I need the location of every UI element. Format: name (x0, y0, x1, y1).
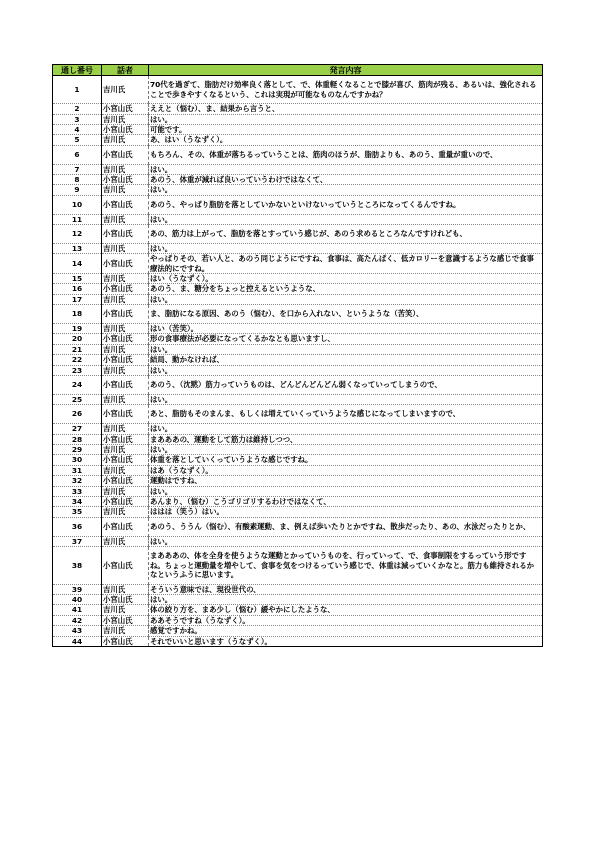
row-number: 27 (53, 424, 102, 434)
table-row (53, 434, 543, 444)
table-row (53, 175, 543, 185)
row-speaker: 吉川氏 (102, 135, 149, 145)
table-row (53, 334, 543, 344)
row-content: あのう、ううん（悩む）、有酸素運動、ま、例えば歩いたりとかですね、散歩だったり、あの、水泳だったりとか、 (149, 517, 543, 536)
row-content: 運動はですね、 (149, 476, 543, 486)
row-speaker: 吉川氏 (102, 486, 149, 496)
table-row (53, 626, 543, 636)
row-speaker: 吉川氏 (102, 185, 149, 195)
row-number: 16 (53, 284, 102, 294)
transcript-table (52, 64, 543, 647)
row-content: ああそうですね（うなずく）。 (149, 615, 543, 625)
row-speaker: 吉川氏 (102, 444, 149, 454)
row-number: 42 (53, 615, 102, 625)
row-content: 結局、動かなければ、 (149, 355, 543, 365)
row-speaker: 吉川氏 (102, 164, 149, 174)
row-number: 3 (53, 114, 102, 124)
row-speaker: 小宮山氏 (102, 104, 149, 114)
table-row (53, 455, 543, 465)
table-row (53, 164, 543, 174)
table-row (53, 104, 543, 114)
row-speaker: 吉川氏 (102, 214, 149, 224)
row-number: 33 (53, 486, 102, 496)
row-speaker: 吉川氏 (102, 424, 149, 434)
row-speaker: 吉川氏 (102, 114, 149, 124)
table-row (53, 125, 543, 135)
row-speaker: 小宮山氏 (102, 455, 149, 465)
row-speaker: 吉川氏 (102, 76, 149, 104)
row-number: 32 (53, 476, 102, 486)
table-row (53, 76, 543, 104)
row-content: はい。 (149, 536, 543, 546)
row-speaker: 吉川氏 (102, 584, 149, 594)
table-row (53, 114, 543, 124)
row-number: 43 (53, 626, 102, 636)
row-content: はい。 (149, 294, 543, 304)
row-speaker: 小宮山氏 (102, 476, 149, 486)
table-row (53, 254, 543, 274)
row-number: 24 (53, 376, 102, 395)
row-content: 70代を過ぎて、脂肪だけ効率良く落として、で、体重軽くなることで膝が喜び、筋肉が残る、あるいは、強化されることで歩きやすくなるという、これは実現が可能なものなんですかね？ (149, 76, 543, 104)
row-number: 19 (53, 324, 102, 334)
table-row (53, 243, 543, 253)
table-row (53, 274, 543, 284)
table-row (53, 225, 543, 244)
row-speaker: 吉川氏 (102, 243, 149, 253)
row-number: 30 (53, 455, 102, 465)
row-speaker: 吉川氏 (102, 465, 149, 475)
row-content: はあ（うなずく）。 (149, 465, 543, 475)
table-row (53, 394, 543, 404)
row-number: 10 (53, 195, 102, 214)
row-speaker: 小宮山氏 (102, 125, 149, 135)
table-row (53, 546, 543, 584)
row-speaker: 吉川氏 (102, 294, 149, 304)
row-content: もちろん、その、体重が落ちるっていうことは、筋肉のほうが、脂肪よりも、あのう、重量が重いので、 (149, 145, 543, 164)
row-speaker: 吉川氏 (102, 324, 149, 334)
row-number: 20 (53, 334, 102, 344)
row-content: それでいいと思います（うなずく）。 (149, 636, 543, 646)
table-row (53, 344, 543, 354)
table-header-row (53, 65, 543, 76)
row-speaker: 吉川氏 (102, 394, 149, 404)
row-number: 37 (53, 536, 102, 546)
table-row (53, 195, 543, 214)
row-number: 40 (53, 594, 102, 604)
row-number: 7 (53, 164, 102, 174)
row-number: 13 (53, 243, 102, 253)
row-content: 形の食事療法が必要になってくるかなとも思いますし、 (149, 334, 543, 344)
row-content: やっぱりその、若い人と、あのう同じようにですね、食事は、高たんぱく、低カロリーを意識するような感じで食事療法的にですね。 (149, 254, 543, 274)
row-content: はい。 (149, 164, 543, 174)
row-content: はい。 (149, 424, 543, 434)
row-speaker: 吉川氏 (102, 605, 149, 615)
row-number: 14 (53, 254, 102, 274)
table-row (53, 615, 543, 625)
row-speaker: 小宮山氏 (102, 254, 149, 274)
row-speaker: 小宮山氏 (102, 305, 149, 324)
row-speaker: 小宮山氏 (102, 496, 149, 506)
table-row (53, 496, 543, 506)
row-number: 11 (53, 214, 102, 224)
table-row (53, 636, 543, 646)
row-speaker: 吉川氏 (102, 536, 149, 546)
row-speaker: 小宮山氏 (102, 195, 149, 214)
row-content: あのう、（沈黙）筋力っていうものは、どんどんどんどん弱くなっていってしまうので、 (149, 376, 543, 395)
row-speaker: 吉川氏 (102, 365, 149, 375)
table-row (53, 365, 543, 375)
row-speaker: 吉川氏 (102, 274, 149, 284)
table-row (53, 284, 543, 294)
row-content: 感覚ですかね。 (149, 626, 543, 636)
row-number: 25 (53, 394, 102, 404)
row-speaker: 小宮山氏 (102, 594, 149, 604)
row-content: はい。 (149, 114, 543, 124)
row-number: 31 (53, 465, 102, 475)
row-speaker: 小宮山氏 (102, 225, 149, 244)
table-row (53, 536, 543, 546)
row-content: あと、脂肪もそのまんま、もしくは増えていくっていうような感じになってしまいますので、 (149, 405, 543, 424)
row-number: 6 (53, 145, 102, 164)
row-content: はい。 (149, 185, 543, 195)
transcript-sheet (52, 64, 542, 647)
row-number: 44 (53, 636, 102, 646)
row-content: はい（苦笑）。 (149, 324, 543, 334)
table-row (53, 135, 543, 145)
row-speaker: 小宮山氏 (102, 636, 149, 646)
row-number: 26 (53, 405, 102, 424)
row-speaker: 小宮山氏 (102, 405, 149, 424)
row-speaker: 小宮山氏 (102, 175, 149, 185)
table-row (53, 424, 543, 434)
row-content: はい。 (149, 594, 543, 604)
table-row (53, 605, 543, 615)
row-content: はい。 (149, 444, 543, 454)
row-content: はい。 (149, 394, 543, 404)
row-speaker: 吉川氏 (102, 507, 149, 517)
row-speaker: 小宮山氏 (102, 615, 149, 625)
table-row (53, 405, 543, 424)
row-content: はい。 (149, 365, 543, 375)
row-number: 15 (53, 274, 102, 284)
row-number: 38 (53, 546, 102, 584)
table-row (53, 145, 543, 164)
table-row (53, 185, 543, 195)
table-row (53, 214, 543, 224)
row-content: ええと（悩む）、ま、結果から言うと、 (149, 104, 543, 114)
row-content: はい。 (149, 486, 543, 496)
row-content: あのう、体重が減れば良いっていうわけではなくて、 (149, 175, 543, 185)
row-number: 34 (53, 496, 102, 506)
table-row (53, 324, 543, 334)
table-row (53, 376, 543, 395)
row-number: 29 (53, 444, 102, 454)
row-content: はい。 (149, 344, 543, 354)
table-row (53, 584, 543, 594)
row-content: あのう、ま、糖分をちょっと控えるというような、 (149, 284, 543, 294)
row-content: ま、脂肪になる原因、あのう（悩む）、を口から入れない、というような（苦笑）、 (149, 305, 543, 324)
row-content: あの、筋力は上がって、脂肪を落とすっていう感じが、あのう求めるところなんですけれども、 (149, 225, 543, 244)
row-content: 体の絞り方を、まあ少し（悩む）緩やかにしたような、 (149, 605, 543, 615)
row-number: 39 (53, 584, 102, 594)
header-speaker: 話者 (102, 65, 149, 76)
table-body (53, 76, 543, 647)
row-content: まあああの、運動をして筋力は維持しつつ、 (149, 434, 543, 444)
row-number: 41 (53, 605, 102, 615)
row-number: 36 (53, 517, 102, 536)
table-row (53, 476, 543, 486)
row-content: はい。 (149, 243, 543, 253)
row-speaker: 小宮山氏 (102, 145, 149, 164)
row-content: まあああの、体を全身を使うような運動とかっていうものを、行っていって、で、食事制限をするっていう形ですね。ちょっと運動量を増やして、食事を気をつけるっていう感じで、体重は減っていくかなと。筋力も維持されるかなというふうに思います。 (149, 546, 543, 584)
row-number: 23 (53, 365, 102, 375)
row-content: あんまり、（悩む）こうゴリゴリするわけではなくて、 (149, 496, 543, 506)
row-number: 9 (53, 185, 102, 195)
table-row (53, 507, 543, 517)
row-number: 21 (53, 344, 102, 354)
row-number: 4 (53, 125, 102, 135)
row-speaker: 小宮山氏 (102, 376, 149, 395)
row-number: 17 (53, 294, 102, 304)
table-row (53, 594, 543, 604)
row-number: 12 (53, 225, 102, 244)
row-speaker: 小宮山氏 (102, 334, 149, 344)
row-number: 5 (53, 135, 102, 145)
row-speaker: 吉川氏 (102, 344, 149, 354)
row-speaker: 小宮山氏 (102, 434, 149, 444)
row-content: ははは（笑う）はい。 (149, 507, 543, 517)
table-row (53, 355, 543, 365)
table-row (53, 486, 543, 496)
table-row (53, 465, 543, 475)
row-content: はい。 (149, 214, 543, 224)
table-row (53, 444, 543, 454)
row-number: 28 (53, 434, 102, 444)
row-number: 22 (53, 355, 102, 365)
row-content: そういう意味では、現役世代の、 (149, 584, 543, 594)
row-content: 体重を落としていくっていうような感じですね。 (149, 455, 543, 465)
table-row (53, 517, 543, 536)
row-content: 可能です。 (149, 125, 543, 135)
row-number: 18 (53, 305, 102, 324)
row-speaker: 小宮山氏 (102, 284, 149, 294)
row-content: あのう、やっぱり脂肪を落としていかないといけないっていうところになってくるんですね。 (149, 195, 543, 214)
header-content: 発言内容 (149, 65, 543, 76)
row-content: はい（うなずく）。 (149, 274, 543, 284)
row-number: 1 (53, 76, 102, 104)
row-number: 8 (53, 175, 102, 185)
row-speaker: 小宮山氏 (102, 355, 149, 365)
row-speaker: 小宮山氏 (102, 546, 149, 584)
row-content: あ、はい（うなずく）。 (149, 135, 543, 145)
header-number: 通し番号 (53, 65, 102, 76)
table-row (53, 305, 543, 324)
table-row (53, 294, 543, 304)
row-number: 35 (53, 507, 102, 517)
row-speaker: 小宮山氏 (102, 517, 149, 536)
row-speaker: 吉川氏 (102, 626, 149, 636)
row-number: 2 (53, 104, 102, 114)
